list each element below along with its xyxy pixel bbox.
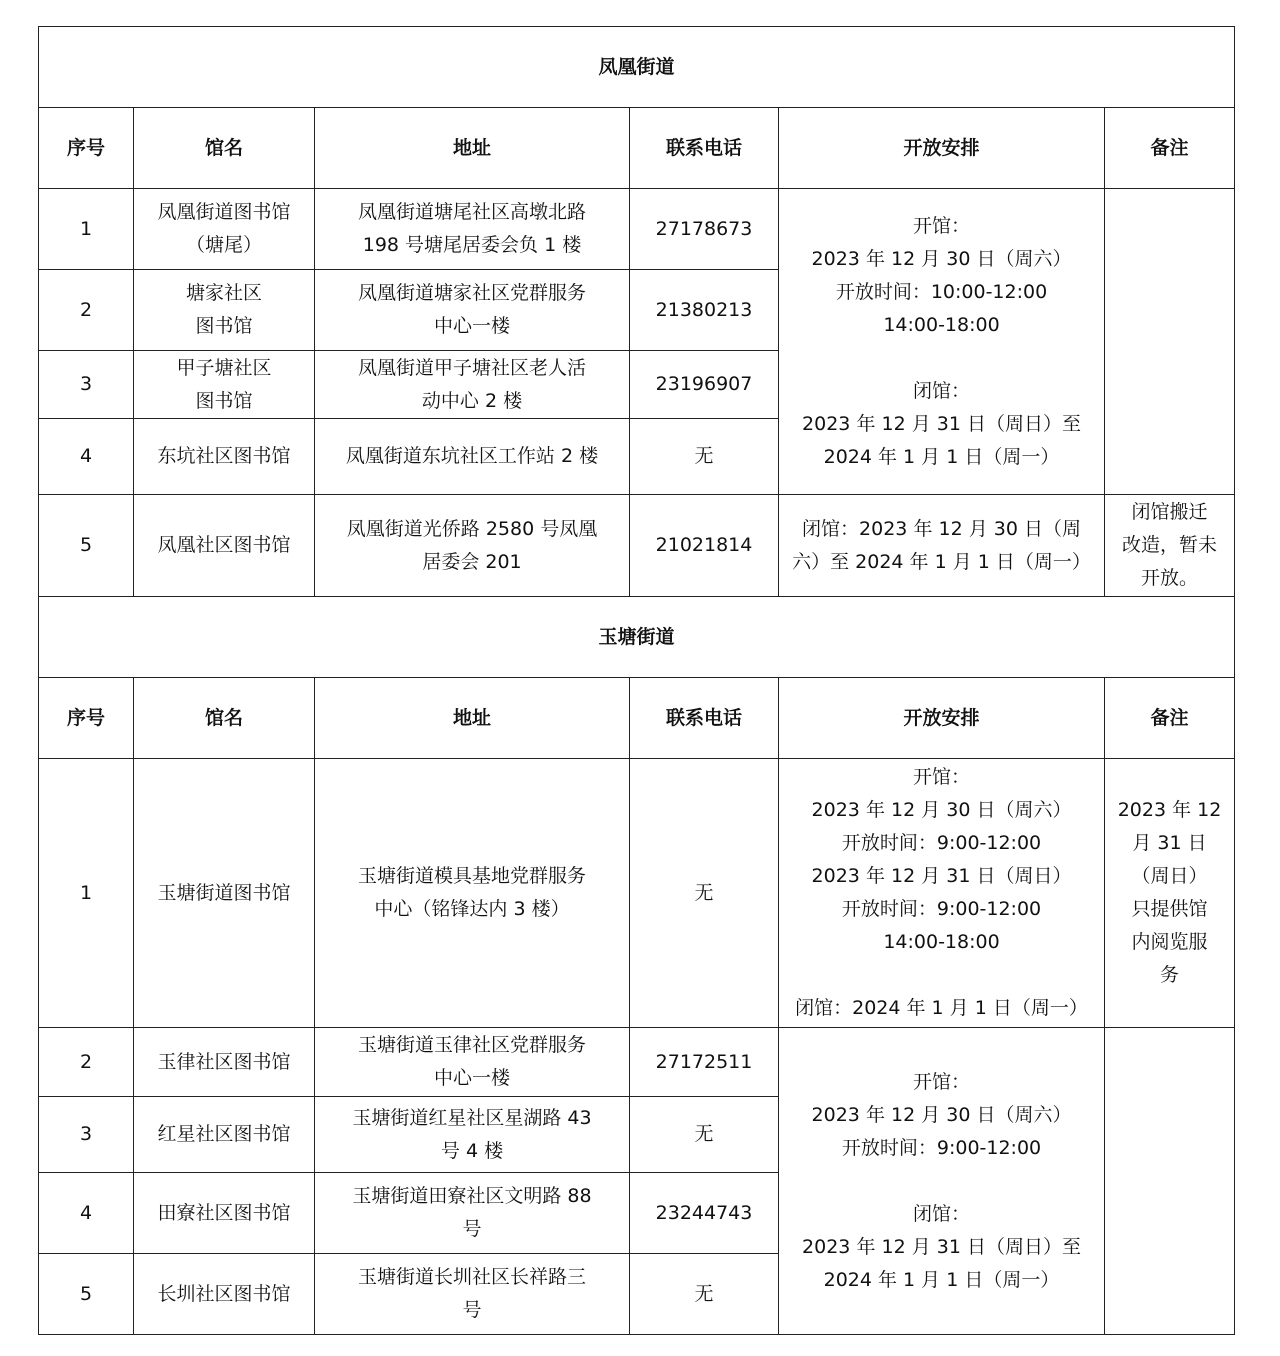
header-address: 地址	[315, 678, 630, 759]
row-no: 1	[39, 759, 134, 1028]
row-address: 凤凰街道光侨路 2580 号凤凰 居委会 201	[315, 495, 630, 597]
row-name: 凤凰社区图书馆	[134, 495, 315, 597]
header-name: 馆名	[134, 678, 315, 759]
table-row	[39, 495, 1235, 597]
row-no: 5	[39, 1254, 134, 1335]
header-schedule: 开放安排	[779, 108, 1105, 189]
row-name: 田寮社区图书馆	[134, 1173, 315, 1254]
row-phone: 23244743	[630, 1173, 779, 1254]
header-no: 序号	[39, 108, 134, 189]
row-no: 4	[39, 419, 134, 495]
row-name: 玉律社区图书馆	[134, 1028, 315, 1097]
row-phone: 21021814	[630, 495, 779, 597]
row-name: 长圳社区图书馆	[134, 1254, 315, 1335]
table-row	[39, 1028, 1235, 1097]
header-address: 地址	[315, 108, 630, 189]
row-phone: 无	[630, 419, 779, 495]
row-remark	[1105, 1028, 1235, 1335]
row-address: 凤凰街道塘家社区党群服务 中心一楼	[315, 270, 630, 351]
row-phone: 无	[630, 1097, 779, 1173]
header-phone: 联系电话	[630, 108, 779, 189]
row-address: 凤凰街道东坑社区工作站 2 楼	[315, 419, 630, 495]
row-no: 1	[39, 189, 134, 270]
row-phone: 27178673	[630, 189, 779, 270]
row-name: 甲子塘社区 图书馆	[134, 351, 315, 419]
row-schedule: 开馆： 2023 年 12 月 30 日（周六） 开放时间：9:00-12:00 2023 年 12 月 31 日（周日） 开放时间：9:00-12:00 14:00-18:00 闭馆：2024 年 1 月 1 日（周一）	[779, 759, 1105, 1028]
row-remark: 闭馆搬迁 改造，暂未 开放。	[1105, 495, 1235, 597]
header-schedule: 开放安排	[779, 678, 1105, 759]
table-row	[39, 759, 1235, 1028]
row-schedule: 开馆： 2023 年 12 月 30 日（周六） 开放时间：10:00-12:00 14:00-18:00 闭馆： 2023 年 12 月 31 日（周日）至 2024 年 1 月 1 日（周一）	[779, 189, 1105, 495]
header-name: 馆名	[134, 108, 315, 189]
section-title: 凤凰街道	[39, 27, 1235, 108]
library-schedule-table	[38, 26, 1235, 1335]
table-row	[39, 189, 1235, 270]
row-no: 3	[39, 1097, 134, 1173]
header-row	[39, 678, 1235, 759]
row-name: 凤凰街道图书馆 （塘尾）	[134, 189, 315, 270]
row-no: 2	[39, 1028, 134, 1097]
row-no: 5	[39, 495, 134, 597]
row-phone: 无	[630, 759, 779, 1028]
row-remark	[1105, 189, 1235, 495]
row-address: 凤凰街道塘尾社区高墩北路 198 号塘尾居委会负 1 楼	[315, 189, 630, 270]
row-address: 玉塘街道模具基地党群服务 中心（铭锋达内 3 楼）	[315, 759, 630, 1028]
header-remark: 备注	[1105, 678, 1235, 759]
row-address: 玉塘街道田寮社区文明路 88 号	[315, 1173, 630, 1254]
row-phone: 无	[630, 1254, 779, 1335]
row-no: 3	[39, 351, 134, 419]
row-name: 塘家社区 图书馆	[134, 270, 315, 351]
row-name: 玉塘街道图书馆	[134, 759, 315, 1028]
row-address: 玉塘街道长圳社区长祥路三 号	[315, 1254, 630, 1335]
row-name: 红星社区图书馆	[134, 1097, 315, 1173]
row-address: 玉塘街道玉律社区党群服务 中心一楼	[315, 1028, 630, 1097]
header-phone: 联系电话	[630, 678, 779, 759]
header-no: 序号	[39, 678, 134, 759]
row-phone: 21380213	[630, 270, 779, 351]
header-remark: 备注	[1105, 108, 1235, 189]
row-remark: 2023 年 12 月 31 日 （周日） 只提供馆 内阅览服 务	[1105, 759, 1235, 1028]
section-title: 玉塘街道	[39, 597, 1235, 678]
row-name: 东坑社区图书馆	[134, 419, 315, 495]
row-phone: 23196907	[630, 351, 779, 419]
row-address: 凤凰街道甲子塘社区老人活 动中心 2 楼	[315, 351, 630, 419]
row-schedule: 开馆： 2023 年 12 月 30 日（周六） 开放时间：9:00-12:00 闭馆： 2023 年 12 月 31 日（周日）至 2024 年 1 月 1 日（周一）	[779, 1028, 1105, 1335]
row-schedule: 闭馆：2023 年 12 月 30 日（周 六）至 2024 年 1 月 1 日（周一）	[779, 495, 1105, 597]
row-address: 玉塘街道红星社区星湖路 43 号 4 楼	[315, 1097, 630, 1173]
row-no: 2	[39, 270, 134, 351]
row-phone: 27172511	[630, 1028, 779, 1097]
row-no: 4	[39, 1173, 134, 1254]
header-row	[39, 108, 1235, 189]
